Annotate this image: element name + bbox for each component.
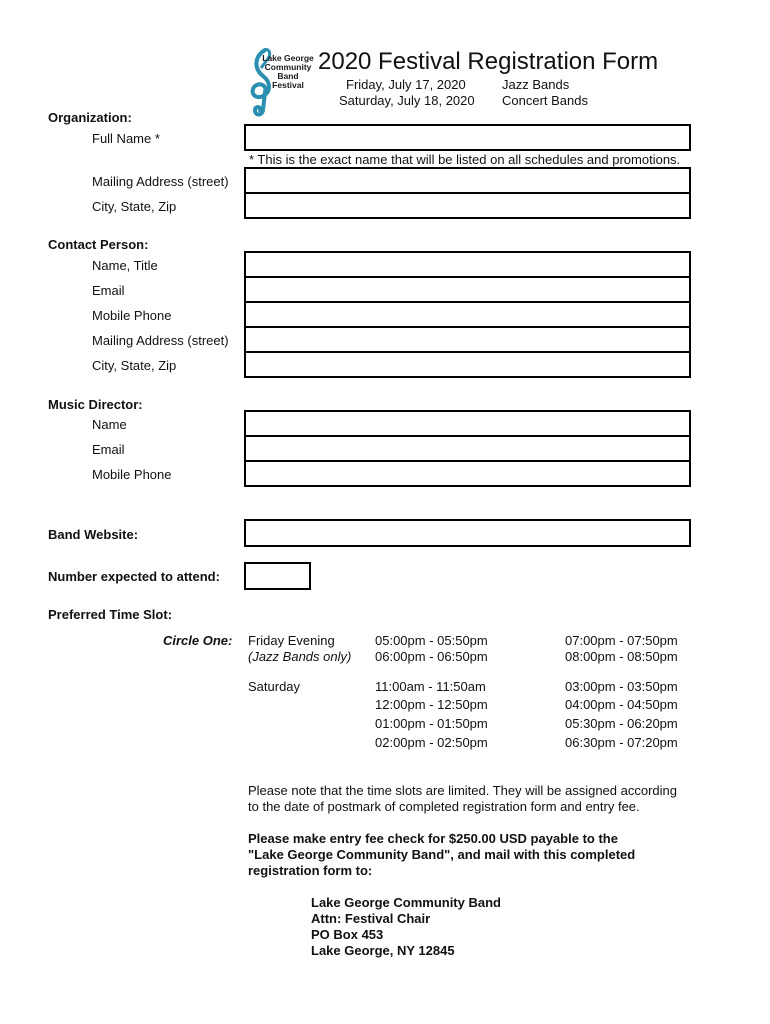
saturday-slot[interactable]: 01:00pm - 01:50pm	[375, 716, 488, 731]
friday-slot[interactable]: 06:00pm - 06:50pm	[375, 649, 488, 664]
org-address-label: Mailing Address (street)	[92, 174, 229, 189]
friday-slot[interactable]: 07:00pm - 07:50pm	[565, 633, 678, 648]
fee-instructions: "Lake George Community Band", and mail with this completed	[248, 847, 636, 862]
circle-one-label: Circle One:	[163, 633, 233, 648]
mailing-address-line: Lake George Community Band	[311, 895, 501, 910]
jazz-only-note: (Jazz Bands only)	[248, 649, 352, 664]
saturday-slot[interactable]: 03:00pm - 03:50pm	[565, 679, 678, 694]
saturday-slot[interactable]: 05:30pm - 06:20pm	[565, 716, 678, 731]
org-city-field[interactable]	[244, 192, 691, 219]
org-full-name-field[interactable]	[244, 124, 691, 151]
band-website-field[interactable]	[244, 519, 691, 547]
director-email-label: Email	[92, 442, 125, 457]
director-name-field[interactable]	[244, 410, 691, 437]
director-name-label: Name	[92, 417, 127, 432]
director-phone-label: Mobile Phone	[92, 467, 172, 482]
mailing-address-line: PO Box 453	[311, 927, 384, 942]
festival-logo	[245, 46, 317, 120]
contact-address-label: Mailing Address (street)	[92, 333, 229, 348]
contact-city-field[interactable]	[244, 351, 691, 378]
contact-heading: Contact Person:	[48, 237, 149, 252]
page-title: 2020 Festival Registration Form	[318, 48, 659, 75]
organization-heading: Organization:	[48, 110, 132, 125]
number-expected-field[interactable]	[244, 562, 311, 590]
saturday-slot[interactable]: 06:30pm - 07:20pm	[565, 735, 678, 750]
contact-city-label: City, State, Zip	[92, 358, 177, 373]
mailing-address-line: Attn: Festival Chair	[311, 911, 431, 926]
date-saturday: Saturday, July 18, 2020	[339, 93, 475, 108]
contact-email-label: Email	[92, 283, 125, 298]
contact-name-label: Name, Title	[92, 258, 158, 273]
friday-slot[interactable]: 08:00pm - 08:50pm	[565, 649, 678, 664]
friday-slot[interactable]: 05:00pm - 05:50pm	[375, 633, 488, 648]
org-address-field[interactable]	[244, 167, 691, 194]
saturday-slot[interactable]: 04:00pm - 04:50pm	[565, 697, 678, 712]
friday-evening-label: Friday Evening	[248, 633, 335, 648]
band-type-jazz: Jazz Bands	[502, 77, 570, 92]
contact-name-field[interactable]	[244, 251, 691, 278]
director-phone-field[interactable]	[244, 460, 691, 487]
mailing-address-line: Lake George, NY 12845	[311, 943, 455, 958]
director-email-field[interactable]	[244, 435, 691, 462]
logo-line: Band	[277, 71, 299, 81]
band-type-concert: Concert Bands	[502, 93, 588, 108]
logo-line: Festival	[272, 80, 304, 90]
full-name-label: Full Name *	[92, 131, 160, 146]
saturday-label: Saturday	[248, 679, 301, 694]
fee-instructions: Please make entry fee check for $250.00 USD payable to the	[248, 831, 618, 846]
limited-slots-note: Please note that the time slots are limited. They will be assigned according	[248, 783, 677, 798]
contact-phone-label: Mobile Phone	[92, 308, 172, 323]
contact-address-field[interactable]	[244, 326, 691, 353]
org-city-label: City, State, Zip	[92, 199, 177, 214]
saturday-slot[interactable]: 11:00am - 11:50am	[375, 679, 486, 694]
director-heading: Music Director:	[48, 397, 143, 412]
logo-line: Lake George	[262, 53, 314, 63]
limited-slots-note: to the date of postmark of completed registration form and entry fee.	[248, 799, 640, 814]
logo-line: Community	[264, 62, 312, 72]
timeslot-heading: Preferred Time Slot:	[48, 607, 173, 622]
date-friday: Friday, July 17, 2020	[346, 77, 466, 92]
saturday-slot[interactable]: 12:00pm - 12:50pm	[375, 697, 488, 712]
contact-email-field[interactable]	[244, 276, 691, 303]
saturday-slot[interactable]: 02:00pm - 02:50pm	[375, 735, 488, 750]
contact-phone-field[interactable]	[244, 301, 691, 328]
fee-instructions: registration form to:	[248, 863, 373, 878]
number-expected-label: Number expected to attend:	[48, 569, 220, 584]
website-label: Band Website:	[48, 527, 139, 542]
full-name-note: * This is the exact name that will be listed on all schedules and promotions.	[249, 152, 681, 167]
